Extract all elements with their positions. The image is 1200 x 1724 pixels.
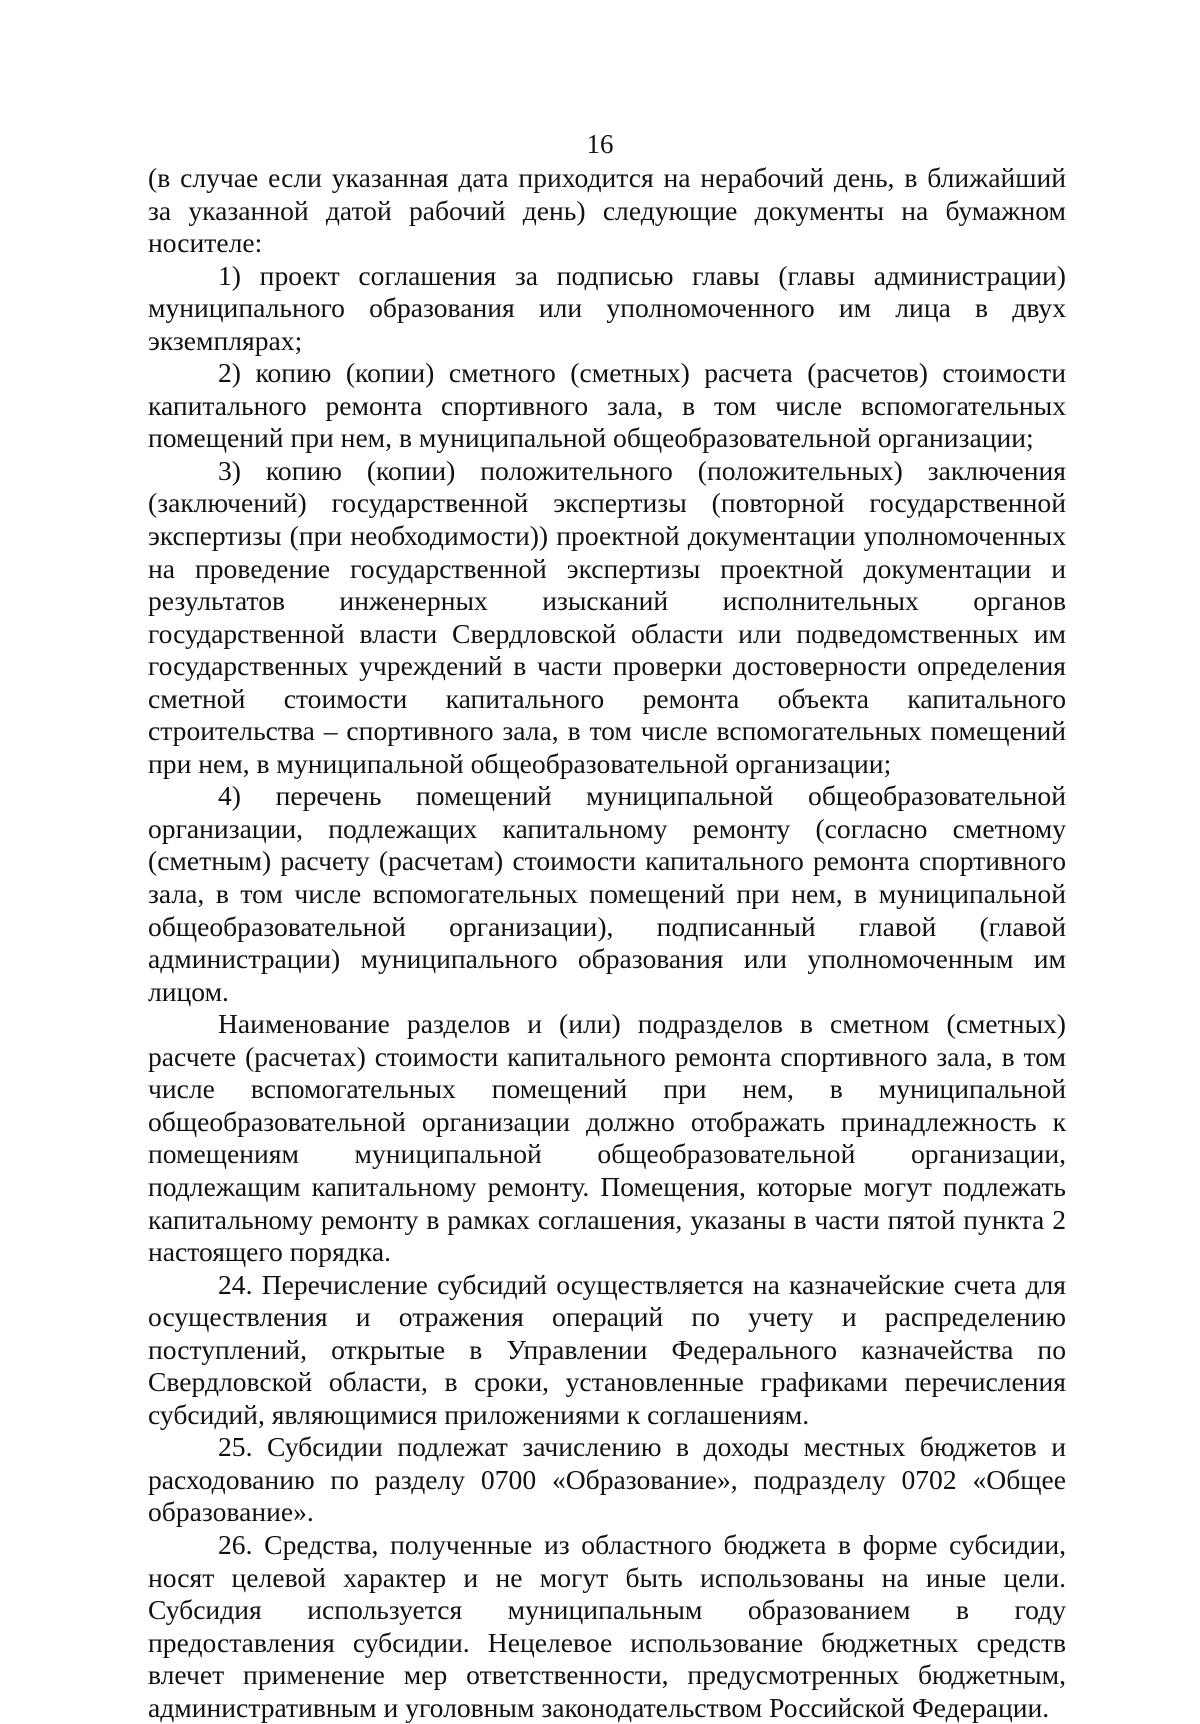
document-body — [148, 162, 1066, 1724]
paragraph-item-4-premises-list: 4) перечень помещений муниципальной общеобразовательной организации, подлежащих капитальному ремонту (согласно сметному (сметным) расчету (расчетам) стоимости капитального ремонта спортивного зала, в том числе вспомогательных помещений при нем, в муниципальной общеобразовательной организации), подписанный главой (главой администрации) муниципального образования или уполномоченным им лицом. — [148, 780, 1066, 1007]
paragraph-clause-26: 26. Средства, полученные из областного бюджета в форме субсидии, носят целевой характер и не могут быть использованы на иные цели. Субсидия используется муниципальным образованием в году предоставления субсидии. Нецелевое использование бюджетных средств влечет применение мер ответственности, предусмотренных бюджетным, административным и уголовным законодательством Российской Федерации. — [148, 1528, 1066, 1723]
paragraph-item-2-estimate-copy: 2) копию (копии) сметного (сметных) расчета (расчетов) стоимости капитального ремонта спортивного зала, в том числе вспомогательных помещений при нем, в муниципальной общеобразовательной организации; — [148, 357, 1066, 454]
paragraph-item-1-draft-agreement: 1) проект соглашения за подписью главы (главы администрации) муниципального образования или уполномоченного им лица в двух экземплярах; — [148, 259, 1066, 356]
page-number: 16 — [586, 129, 614, 159]
paragraph-item-3-expertise-copy: 3) копию (копии) положительного (положительных) заключения (заключений) государственной экспертизы (повторной государственной экспертизы (при необходимости)) проектной документации уполномоченных на проведение государственной экспертизы проектной документации и результатов инженерных изысканий исполнительных органов государственной власти Свердловской области или подведомственных им государственных учреждений в части проверки достоверности определения сметной стоимости капитального ремонта объекта капитального строительства – спортивного зала, в том числе вспомогательных помещений при нем, в муниципальной общеобразовательной организации; — [148, 454, 1066, 779]
paragraph-clause-24: 24. Перечисление субсидий осуществляется на казначейские счета для осуществления и отражения операций по учету и распределению поступлений, открытые в Управлении Федерального казначейства по Свердловской области, в сроки, установленные графиками перечисления субсидий, являющимися приложениями к соглашениям. — [148, 1268, 1066, 1430]
paragraph-clause-25: 25. Субсидии подлежат зачислению в доходы местных бюджетов и расходованию по разделу 0700 «Образование», подразделу 0702 «Общее образование». — [148, 1431, 1066, 1528]
paragraph-section-names: Наименование разделов и (или) подразделов в сметном (сметных) расчете (расчетах) стоимости капитального ремонта спортивного зала, в том числе вспомогательных помещений при нем, в муниципальной общеобразовательной организации должно отображать принадлежность к помещениям муниципальной общеобразовательной организации, подлежащим капитальному ремонту. Помещения, которые могут подлежать капитальному ремонту в рамках соглашения, указаны в части пятой пункта 2 настоящего порядка. — [148, 1008, 1066, 1268]
paragraph-continuation: (в случае если указанная дата приходится на нерабочий день, в ближайший за указанной датой рабочий день) следующие документы на бумажном носителе: — [148, 162, 1066, 259]
